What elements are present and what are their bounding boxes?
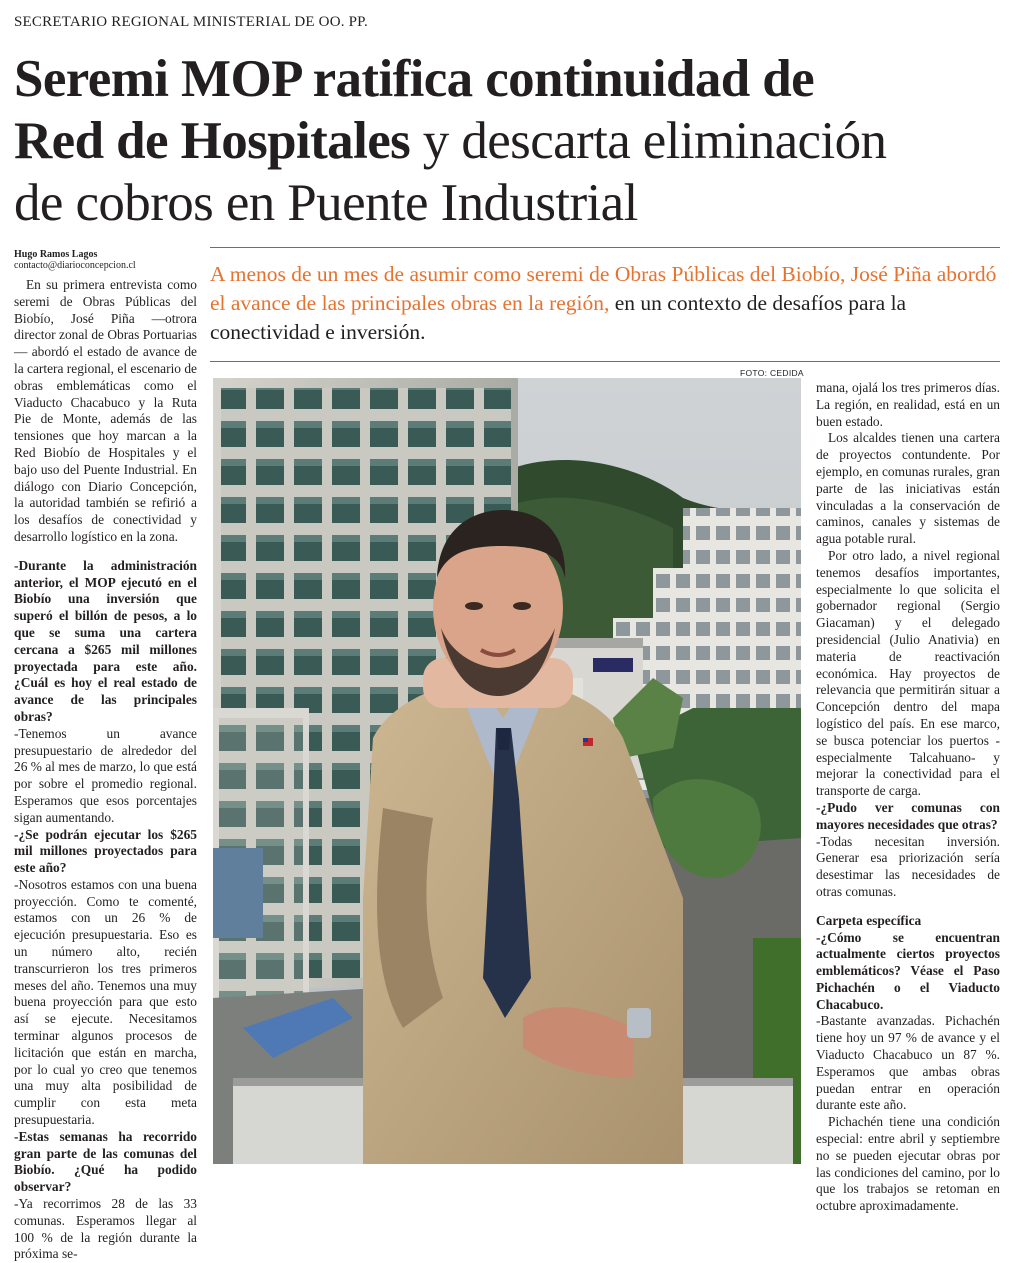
- continuation-paragraph: mana, ojalá los tres primeros días. La región, en realidad, está en un buen estado.: [816, 380, 1000, 429]
- photo-credit: FOTO: CEDIDA: [740, 368, 804, 378]
- byline-author: Hugo Ramos Lagos: [14, 249, 98, 260]
- seremi-photo: [213, 378, 801, 1164]
- standfirst-highlight: A menos de un mes de asumir como seremi de Obras Públicas del Biobío, José Piña abordó el avance de las principales obras en la región,: [210, 262, 997, 315]
- intro-paragraph: En su primera entrevista como seremi de Obras Públicas del Biobío, José Piña —otrora director zonal de Obras Portuarias— abordó el estado de avance de la cartera regional, el escenario de obras emblemáticas como el Viaducto Chacabuco y la Ruta Pie de Monte, además de las tensiones que hoy marcan a la Red Biobío de Hospitales y el bajo uso del Puente Industrial. En diálogo con Diario Concepción, la autoridad también se refirió a los desafíos de conectividad y desarrollo logístico en la zona.: [14, 277, 197, 544]
- standfirst: [210, 260, 1000, 347]
- headline-line-2-rest: y descarta eliminación: [410, 112, 887, 170]
- answer-2: -Nosotros estamos con una buena proyección. Como te comenté, estamos con un 26 % de ejecución presupuestaria. Eso es un número alto, recién transcurrieron los tres primeros meses del año. Tenemos una muy buena proyección para que esto así se ejecute. Necesitamos terminar algunos procesos de licitación que están en marcha, por lo cual yo creo que tenemos una muy alta posibilidad de cumplir con esta meta presupuestaria.: [14, 876, 197, 1128]
- top-rule: [210, 247, 1000, 248]
- question-5: -¿Cómo se encuentran actualmente ciertos proyectos emblemáticos? Véase el Paso Pichachén o el Viaducto Chacabuco.: [816, 929, 1000, 1012]
- mayors-paragraph: Los alcaldes tienen una cartera de proyectos contundente. Por ejemplo, en comunas rurales, gran parte de las iniciativas están vinculadas a la conservación de caminos, canales y sistemas de agua potable rural.: [816, 430, 1000, 547]
- standfirst-rule: [210, 361, 1000, 362]
- headline-line-2-bold: Red de Hospitales: [14, 112, 411, 170]
- answer-5: -Bastante avanzadas. Pichachén tiene hoy un 97 % de avance y el Viaducto Chacabuco un 87 %. Esperamos que ambas obras puedan entrar en operación durante este año.: [816, 1013, 1000, 1113]
- question-4: -¿Pudo ver comunas con mayores necesidades que otras?: [816, 799, 1000, 832]
- headline-line-3: de cobros en Puente Industrial: [14, 174, 638, 232]
- headline-line-1: Seremi MOP ratifica continuidad de: [14, 50, 815, 108]
- answer-1: -Tenemos un avance presupuestario de alrededor del 26 % al mes de marzo, lo que está por sobre el promedio regional. Esperamos que esos porcentajes sigan aumentando.: [14, 725, 197, 825]
- question-2: -¿Se podrán ejecutar los $265 mil millones proyectados para este año?: [14, 826, 197, 876]
- section-kicker: SECRETARIO REGIONAL MINISTERIAL DE OO. PP.: [14, 14, 369, 30]
- regional-paragraph: Por otro lado, a nivel regional tenemos desafíos importantes, especialmente lo que solicita el gobernador regional (Sergio Giacaman) y el delegado presidencial (Julio Anativia) en materia de reactivación económica. Hay proyectos de relevancia que permitirán situar a Concepción dentro del mapa logístico del país. En ese marco, se busca potenciar los puertos -especialmente Talcahuano- y mejorar la conectividad para el transporte de carga.: [816, 547, 1000, 799]
- headline: [14, 48, 1004, 234]
- question-3: -Estas semanas ha recorrido gran parte de las comunas del Biobío. ¿Qué ha podido observar?: [14, 1128, 197, 1195]
- standfirst-rest: en un contexto de desafíos para la conectividad e inversión.: [210, 291, 907, 344]
- byline-email[interactable]: contacto@diarioconcepcion.cl: [14, 260, 136, 271]
- answer-5-continued: Pichachén tiene una condición especial: entre abril y septiembre no se pueden ejecutar obras por las condiciones del camino, por lo que los trabajos se retoman en octubre aproximadamente.: [816, 1114, 1000, 1214]
- byline: [14, 249, 136, 271]
- answer-4: -Todas necesitan inversión. Generar esa priorización sería desestimar las necesidades de otras comunas.: [816, 833, 1000, 899]
- article-column-1: [14, 277, 197, 1263]
- subhead: Carpeta específica: [816, 912, 922, 928]
- question-1: -Durante la administración anterior, el MOP ejecutó en el Biobío una inversión que superó el billón de pesos, a lo que se suma una cartera cercana a $265 mil millones proyectada para este año. ¿Cuál es hoy el real estado de avance de las principales obras?: [14, 557, 197, 724]
- article-column-2: [816, 380, 1000, 1215]
- answer-3: -Ya recorrimos 28 de las 33 comunas. Esperamos llegar al 100 % de la región durante la próxima se-: [14, 1196, 197, 1262]
